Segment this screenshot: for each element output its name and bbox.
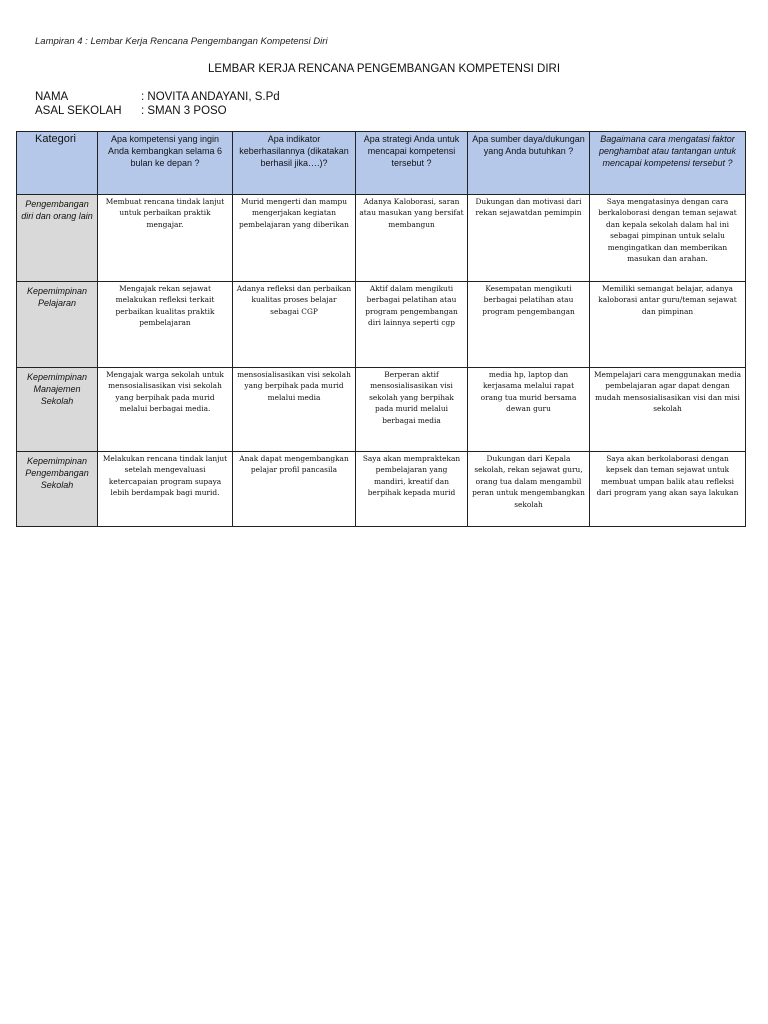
table-cell: Adanya refleksi dan perbaikan kualitas proses belajar sebagai CGP	[233, 282, 356, 368]
table-cell: Dukungan dari Kepala sekolah, rekan sejawat guru, orang tua dalam mengambil peran untuk mengembangkan sekolah	[468, 452, 590, 527]
table-cell: Berperan aktif mensosialisasikan visi sekolah yang berpihak pada murid melalui berbagai media	[356, 368, 468, 452]
table-cell: mensosialisasikan visi sekolah yang berpihak pada murid melalui media	[233, 368, 356, 452]
field-asal-sekolah	[35, 105, 227, 117]
header-sumber-daya: Apa sumber daya/dukungan yang Anda butuhkan ?	[468, 132, 590, 195]
category-cell: Kepemimpinan Pelajaran	[17, 282, 98, 368]
header-mengatasi-hambatan: Bagaimana cara mengatasi faktor penghambat atau tantangan untuk mencapai kompetensi tersebut ?	[590, 132, 746, 195]
header-kompetensi: Apa kompetensi yang ingin Anda kembangkan selama 6 bulan ke depan ?	[98, 132, 233, 195]
table-cell: Kesempatan mengikuti berbagai pelatihan atau program pengembangan	[468, 282, 590, 368]
table-cell: Saya mengatasinya dengan cara berkaloborasi dengan teman sejawat dan kepala sekolah dalam hal ini sebagai pimpinan untuk selalu mengingatkan dan memberikan masukan dan arahan.	[590, 195, 746, 282]
field-value: : SMAN 3 POSO	[141, 105, 227, 117]
table-cell: Adanya Kaloborasi, saran atau masukan yang bersifat membangun	[356, 195, 468, 282]
category-cell: Kepemimpinan Pengembangan Sekolah	[17, 452, 98, 527]
field-value: : NOVITA ANDAYANI, S.Pd	[141, 91, 280, 103]
header-indikator: Apa indikator keberhasilannya (dikatakan berhasil jika….)?	[233, 132, 356, 195]
field-label: NAMA	[35, 91, 69, 103]
table-row	[17, 368, 746, 452]
table-row	[17, 195, 746, 282]
competency-plan-table	[16, 131, 746, 527]
document-caption: Lampiran 4 : Lembar Kerja Rencana Pengembangan Kompetensi Diri	[35, 36, 328, 47]
header-strategi: Apa strategi Anda untuk mencapai kompetensi tersebut ?	[356, 132, 468, 195]
table-cell: Saya akan berkolaborasi dengan kepsek dan teman sejawat untuk membuat umpan balik atau refleksi dari program yang akan saya lakukan	[590, 452, 746, 527]
category-cell: Pengembangan diri dan orang lain	[17, 195, 98, 282]
table-cell: Mengajak warga sekolah untuk mensosialisasikan visi sekolah yang berpihak pada murid melalui berbagai media.	[98, 368, 233, 452]
table-cell: Membuat rencana tindak lanjut untuk perbaikan praktik mengajar.	[98, 195, 233, 282]
document-title: LEMBAR KERJA RENCANA PENGEMBANGAN KOMPETENSI DIRI	[207, 63, 561, 75]
table-row	[17, 452, 746, 527]
category-cell: Kepemimpinan Manajemen Sekolah	[17, 368, 98, 452]
table-cell: Aktif dalam mengikuti berbagai pelatihan atau program pengembangan diri lainnya seperti cgp	[356, 282, 468, 368]
table-cell: Mengajak rekan sejawat melakukan refleksi terkait perbaikan kualitas praktik pembelajaran	[98, 282, 233, 368]
table-cell: Murid mengerti dan mampu mengerjakan kegiatan pembelajaran yang diberikan	[233, 195, 356, 282]
table-cell: media hp, laptop dan kerjasama melalui rapat orang tua murid bersama dewan guru	[468, 368, 590, 452]
header-kategori: Kategori	[17, 132, 98, 195]
table-cell: Melakukan rencana tindak lanjut setelah mengevaluasi ketercapaian program supaya lebih berdampak bagi murid.	[98, 452, 233, 527]
table-header-row	[17, 132, 746, 195]
field-label: ASAL SEKOLAH	[35, 105, 122, 117]
table-cell: Mempelajari cara menggunakan media pembelajaran agar dapat dengan mudah mensosialisasikan visi dan misi sekolah	[590, 368, 746, 452]
table-cell: Memiliki semangat belajar, adanya kaloborasi antar guru/teman sejawat dan pimpinan	[590, 282, 746, 368]
field-nama	[35, 91, 280, 103]
table-cell: Anak dapat mengembangkan pelajar profil pancasila	[233, 452, 356, 527]
table-cell: Saya akan mempraktekan pembelajaran yang mandiri, kreatif dan berpihak kepada murid	[356, 452, 468, 527]
table-cell: Dukungan dan motivasi dari rekan sejawatdan pemimpin	[468, 195, 590, 282]
table-row	[17, 282, 746, 368]
